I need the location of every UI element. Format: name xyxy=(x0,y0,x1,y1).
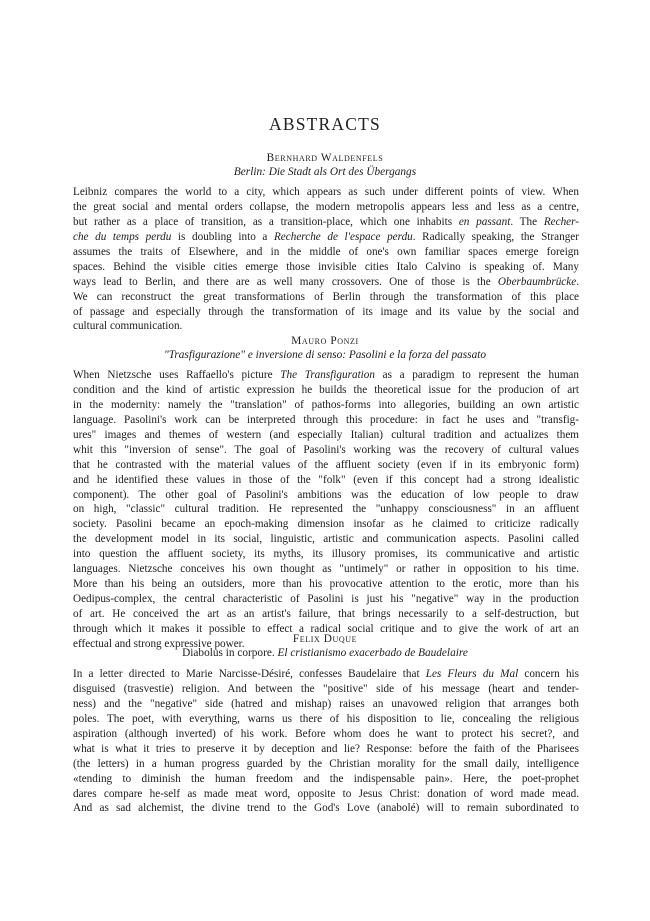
abstract-line: into question the affluent society, its myths, its illusory promises, its communicative and artistic xyxy=(73,548,579,561)
abstract-line: In a letter directed to Marie Narcisse-Désiré, confesses Baudelaire that Les Fleurs du Mal concern his xyxy=(73,668,579,680)
abstract-line: languages. Nietzsche conceives his own thought as "untimely" or rather in opposition to his time. xyxy=(73,563,579,576)
abstract-line: ways lead to Berlin, and there are as well many crossovers. One of those is the Oberbaumbrücke. xyxy=(73,275,579,288)
section-1-author: Bernhard Waldenfels xyxy=(266,152,384,164)
abstract-line: condition and the kind of artistic expression he builds the theoretical issue for the producion of art xyxy=(73,383,579,396)
abstract-line: of art. He conceived the art as an artist's failure, that brings necessarily to a self-destruction, but xyxy=(73,608,579,620)
section-2-abstract xyxy=(73,368,579,652)
abstract-line: the great social and mental orders collapse, the modern metropolis appears less and less as a centre, xyxy=(73,200,579,213)
section-3-subtitle-italic: El cristianismo exacerbado de Baudelaire xyxy=(277,647,468,659)
section-1-subtitle: Berlin: Die Stadt als Ort des Übergangs xyxy=(233,166,417,178)
abstract-line: society. Pasolini became an epoch-making dimension insofar as he claimed to criticize radically xyxy=(73,518,579,531)
abstract-line: through which it makes it possible to effect a radical social critique and to give the work of art an xyxy=(73,622,579,635)
abstract-line: what is what it tries to preserve it by deception and lie? Response: before the faith of the Pharisees xyxy=(73,742,579,755)
section-3-subtitle xyxy=(0,647,650,659)
abstract-line: component). The other goal of Pasolini's ambitions was the education of low people to draw xyxy=(73,488,579,501)
section-3-subtitle-upright: Diabolus in corpore. xyxy=(182,647,275,659)
abstract-line: effectual and strong expressive power. xyxy=(73,637,245,650)
abstract-line: And as sad alchemist, the divine trend to the God's Love (anabolé) will to remain subordinated to xyxy=(73,802,579,815)
abstract-line: Leibniz compares the world to a city, which appears as such under different points of view. When xyxy=(73,186,579,198)
abstract-line: «tending to diminish the human freedom and the indispensable pain». Here, the poet-prophet xyxy=(73,772,579,785)
abstract-line: When Nietzsche uses Raffaello's picture The Transfiguration as a paradigm to represent the human xyxy=(73,369,579,381)
abstract-line: assumes the traits of Elsewhere, and in the middle of one's own familiar spaces emerge foreign xyxy=(73,245,579,258)
abstract-line: poles. The poet, with everything, warns us there of his disposition to lie, concealing the religious xyxy=(73,712,579,725)
abstract-line: disguised (trasvestie) religion. And between the "positive" side of his message (heart and tender- xyxy=(73,682,579,695)
abstract-line: cultural communication. xyxy=(73,320,183,333)
section-3-abstract xyxy=(73,667,579,816)
abstract-line: spaces. Behind the visible cities emerge those invisible cities Italo Calvino is speaking of. Many xyxy=(73,260,579,273)
section-3-author: Felix Duque xyxy=(292,633,358,645)
abstract-line: that he contrasted with the material values of the affluent society (even if in its embryonic form) xyxy=(73,458,579,471)
abstract-line: dares compare he-self as made meat word, opposite to Jesus Christ: donation of word made mead. xyxy=(73,787,579,800)
section-2-subtitle: "Trasfigurazione" e inversione di senso: Pasolini e la forza del passato xyxy=(163,349,487,361)
section-2-author: Mauro Ponzi xyxy=(291,335,359,347)
abstract-line: language. Pasolini's work can be interpreted through this procedure: in fact he uses and "transfig- xyxy=(73,413,579,426)
abstract-line: whit this "inversion of sense". The goal of Pasolini's working was the recovery of cultural values xyxy=(73,443,579,456)
abstract-line: but rather as a place of transition, as a transition-place, which one inhabits en passant. The Recher- xyxy=(73,215,579,228)
abstract-line: in the modernity: namely the "translation" of pathos-forms into allegories, building an own artistic xyxy=(73,398,579,411)
abstract-line: the development model in its social, linguistic, artistic and communication aspects. Pasolini called xyxy=(73,533,579,546)
abstract-line: che du temps perdu is doubling into a Recherche de l'espace perdu. Radically speaking, the Stranger xyxy=(73,230,579,243)
abstract-line: and he identified these values in those of the "folk" (even if this concept had a strong idealistic xyxy=(73,473,579,486)
abstract-line: ness) and the "negative" side (hatred and mishap) raises an unavowed religion that arranges both xyxy=(73,697,579,710)
abstract-line: (the letters) in a human progress guarded by the Christian morality for the small daily, intelligence xyxy=(73,757,579,770)
abstract-line: of passage and especially through the transformation of its image and its value by the social and xyxy=(73,305,579,318)
abstract-line: We can reconstruct the great transformations of Berlin through the transformation of this place xyxy=(73,290,579,303)
page-title: ABSTRACTS xyxy=(269,114,381,134)
abstract-line: aspiration (although inverted) of his work. Before whom does he want to protect his secret?, and xyxy=(73,727,579,740)
section-1-abstract xyxy=(73,185,579,334)
abstract-line: on high, "classic" cultural tradition. He represented the "unhappy consciousness" in an affluent xyxy=(73,503,579,516)
abstract-line: ures" images and themes of western (and especially Italian) cultural tradition and actualizes them xyxy=(73,428,579,441)
abstract-line: More than his being an outsiders, more than his provocative attention to the erotic, more than his xyxy=(73,578,579,591)
abstract-line: Oedipus-complex, the central characteristic of Pasolini is just his "negative" way in the production xyxy=(73,593,579,606)
